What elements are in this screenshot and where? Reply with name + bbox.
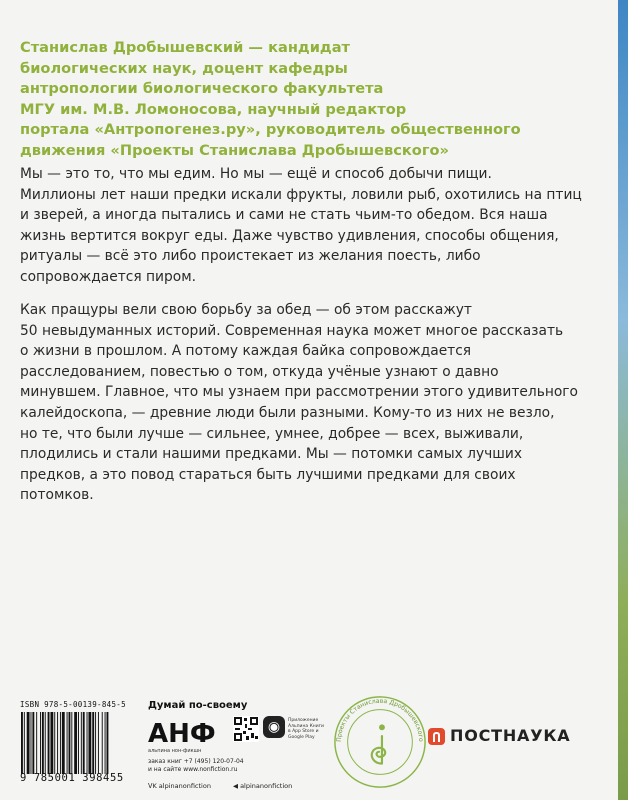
barcode-bar <box>42 712 44 774</box>
barcode-bar <box>45 712 46 774</box>
barcode-bar <box>36 712 37 774</box>
barcode-bar <box>60 712 61 774</box>
barcode-bar <box>87 712 88 774</box>
barcode-bar <box>102 712 103 774</box>
text-line: жизнь вертится вокруг еды. Даже чувство удивления, способы общения, <box>20 227 559 244</box>
vk-link: ᐯK alpinanonfiction <box>148 782 211 790</box>
text-line: и зверей, а иногда пытались и сами не стать чьим-то обедом. Вся наша <box>20 207 548 224</box>
barcode-icon <box>20 712 132 774</box>
barcode-bar <box>40 712 41 774</box>
text-line: о жизни в прошлом. А потому каждая байка сопровождается <box>20 343 472 360</box>
publisher-block <box>148 700 323 795</box>
publisher-tagline: альпина нон-фикшн <box>148 748 202 754</box>
postnauka-icon <box>428 728 445 745</box>
projects-circle-logo-icon <box>331 693 429 791</box>
app-icon: ◉ <box>263 716 285 738</box>
barcode-bar <box>107 712 109 774</box>
projects-ring-text: Проекты Станислава Дробышевского <box>335 697 425 743</box>
bio-line: антропологии биологического факультета <box>20 80 384 98</box>
cover-spine-edge <box>618 0 628 800</box>
barcode-bar <box>81 712 82 774</box>
order-phone: заказ книг +7 (495) 120-07-04 <box>148 758 244 765</box>
bio-line: биологических наук, доцент кафедры <box>20 59 348 77</box>
barcode-bar <box>50 712 53 774</box>
bio-line: Станислав Дробышевский — кандидат <box>20 39 351 56</box>
text-line: расследованием, повестью о том, откуда учёные узнают о давно <box>20 363 499 380</box>
description-paragraph-2 <box>20 300 578 506</box>
barcode-bar <box>32 712 34 774</box>
app-note: Приложение Альпина Книги в App Store и Google Play <box>288 718 324 740</box>
telegram-icon: ◀ <box>233 782 241 790</box>
barcode-bar <box>48 712 50 774</box>
bio-line: портала «Антропогенез.ру», руководитель общественного <box>20 121 521 139</box>
barcode-bar <box>88 712 91 774</box>
barcode-bar <box>95 712 96 774</box>
isbn-block <box>20 700 135 795</box>
text-line: Как пращуры вели свою борьбу за обед — об этом расскажут <box>20 302 472 318</box>
isbn-label: ISBN 978-5-00139-845-5 <box>20 700 126 709</box>
text-line: Мы — это то, что мы едим. Но мы — ещё и способ добычи пищи. <box>20 166 492 182</box>
text-line: ритуалы — всё это либо проистекает из желания поесть, либо <box>20 248 481 265</box>
text-line: Миллионы лет наши предки искали фрукты, ловили рыб, охотились на птиц <box>20 186 582 203</box>
bio-line: МГУ им. М.В. Ломоносова, научный редактор <box>20 100 407 118</box>
qr-code-icon <box>233 716 259 742</box>
text-line: предков, а это повод стараться быть лучшими предками для своих <box>20 466 516 483</box>
order-info <box>148 758 244 774</box>
barcode-bar <box>57 712 58 774</box>
text-line: 50 невыдуманных историй. Современная наука может многое рассказать <box>20 322 564 339</box>
text-line: калейдоскопа, — древние люди были разными. Кому-то из них не везло, <box>20 404 555 421</box>
barcode-bar <box>78 712 79 774</box>
barcode-bar <box>74 712 77 774</box>
text-line: потомков. <box>20 487 94 504</box>
telegram-link: ◀ alpinanonfiction <box>233 782 293 790</box>
text-line: но те, что были лучше — сильнее, умнее, добрее — всех, выживали, <box>20 425 524 442</box>
barcode-bar <box>31 712 32 774</box>
barcode-bar <box>27 712 30 774</box>
barcode-bar <box>71 712 72 774</box>
barcode-bar <box>67 712 68 774</box>
barcode-bar <box>54 712 55 774</box>
publisher-logo-icon <box>148 716 216 749</box>
publisher-logo-text: АНФ <box>148 719 216 749</box>
barcode-bar <box>105 712 106 774</box>
barcode-bar <box>98 712 99 774</box>
barcode-bar <box>69 712 71 774</box>
text-line: сопровождается пиром. <box>20 268 197 285</box>
barcode-number: 9 785001 398455 <box>20 772 124 784</box>
barcode-bar <box>83 712 85 774</box>
order-site: и на сайте www.nonfiction.ru <box>148 766 238 773</box>
text-line: минувшем. Главное, что мы узнаем при рассмотрении этого удивительного <box>20 384 578 401</box>
author-bio <box>20 38 521 162</box>
publisher-slogan: Думай по-своему <box>148 700 248 711</box>
postnauka-name: ПОСТНАУКА <box>450 726 571 745</box>
vk-icon: ᐯK <box>148 782 159 790</box>
description-paragraph-1 <box>20 164 582 288</box>
bio-line: движения «Проекты Станислава Дробышевского» <box>20 141 449 159</box>
barcode-bar <box>92 712 94 774</box>
barcode-bar <box>62 712 65 774</box>
barcode-bar <box>21 712 23 774</box>
text-line: плодились и стали нашими предками. Мы — потомки самых лучших <box>20 446 523 463</box>
barcode-bar <box>24 712 25 774</box>
